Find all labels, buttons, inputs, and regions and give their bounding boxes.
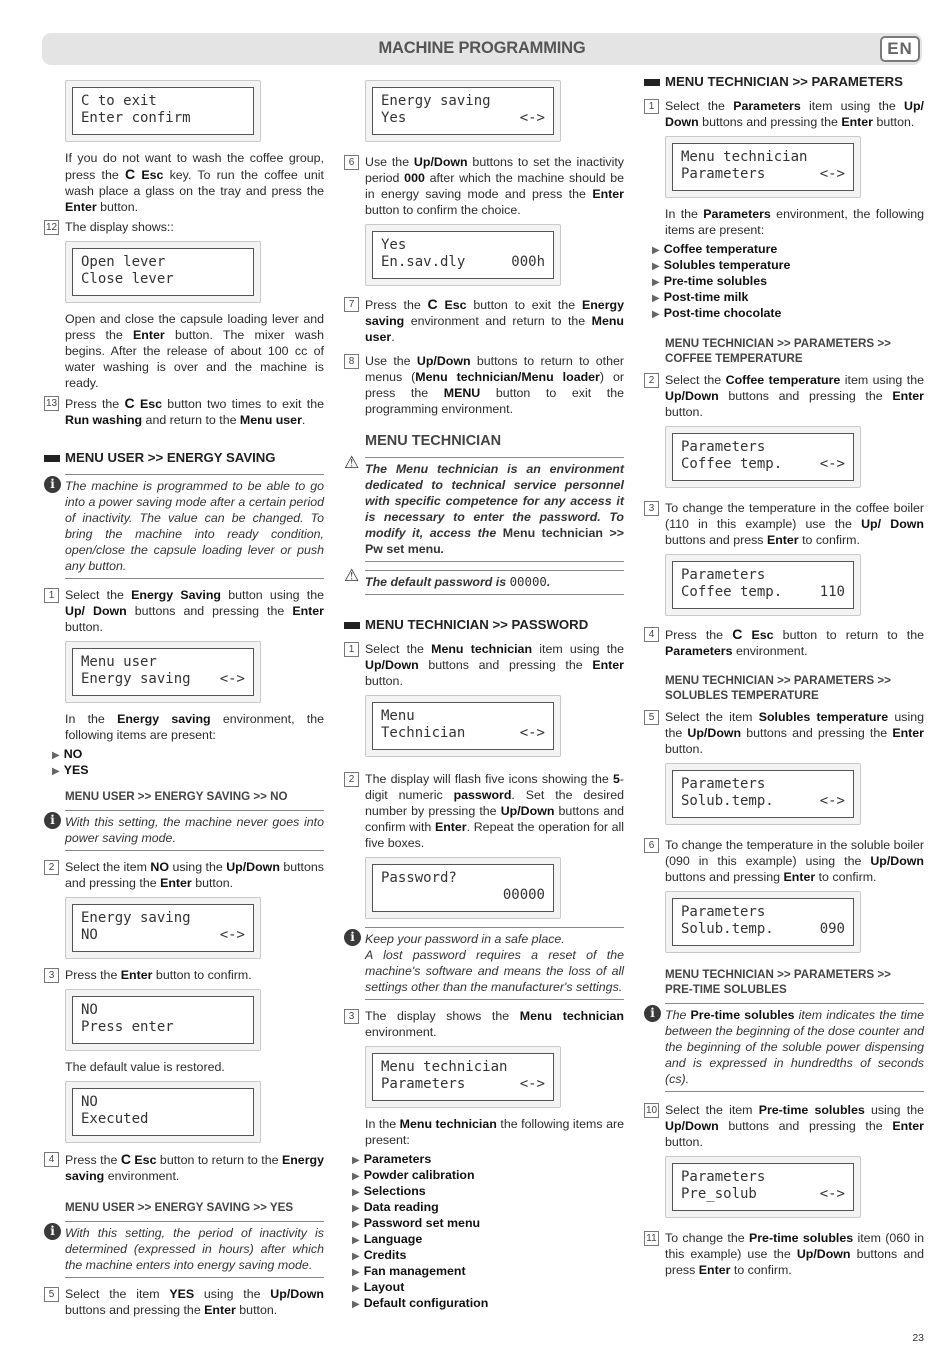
lcd-display: Parameters Solub.temp. <-> bbox=[665, 763, 861, 825]
item-list: ▶ NO ▶ YES bbox=[52, 747, 324, 779]
lcd-display: Menu Technician <-> bbox=[365, 695, 561, 757]
lcd-display: Menu technician Parameters <-> bbox=[665, 136, 861, 198]
info-note: i The Pre-time solubles item indicates the time between the beginning of the dose counter and the beginning of the soluble power dispensing and is expressed in hundredths of seconds (cs). bbox=[644, 1003, 924, 1092]
step-11: 11 To change the Pre-time solubles item (060 in this example) use the Up/Down buttons and press Enter to confirm. bbox=[644, 1230, 924, 1278]
subsection-heading: MENU TECHNICIAN >> PARAMETERS >> COFFEE TEMPERATURE bbox=[665, 337, 891, 365]
step-6: 6 Use the Up/Down buttons to set the inactivity period 000 after which the machine should be in energy saving mode and press the Enter button to confirm the choice. bbox=[344, 154, 624, 218]
page-title: MACHINE PROGRAMMING bbox=[378, 39, 586, 57]
step-1: 1 Select the Menu technician item using the Up/Down buttons and pressing the Enter button. bbox=[344, 641, 624, 689]
step-13: 13 Press the C Esc button two times to exit the Run washing and return to the Menu user. bbox=[45, 395, 324, 427]
subsection-heading: MENU USER >> ENERGY SAVING >> NO bbox=[65, 790, 288, 803]
column-1 bbox=[44, 74, 324, 1322]
paragraph: If you do not want to wash the coffee group, press the C Esc key. To run the coffee unit wash place a glass on the tray and press the Enter button. bbox=[65, 151, 324, 214]
step-10: 10 Select the item Pre-time solubles using the Up/Down buttons and pressing the Enter button. bbox=[645, 1103, 925, 1149]
column-3 bbox=[644, 74, 924, 1282]
section-heading: MENU TECHNICIAN >> PARAMETERS bbox=[644, 74, 924, 90]
info-note: i With this setting, the period of inactivity is determined (expressed in hours) after which the machine enters into energy saving mode. bbox=[44, 1221, 324, 1278]
subsection-heading: MENU TECHNICIAN >> PARAMETERS >> PRE-TIME SOLUBLES bbox=[665, 968, 891, 996]
step-1: 1 Select the Energy Saving button using the Up/ Down buttons and pressing the Enter button. bbox=[44, 587, 324, 635]
lcd-display: Parameters Coffee temp. 110 bbox=[665, 554, 861, 616]
step-4: 4 Press the C Esc button to return to the Parameters environment. bbox=[644, 626, 924, 659]
step-5: 5 Select the item Solubles temperature using the Up/Down buttons and pressing the Enter button. bbox=[644, 709, 924, 757]
column-2 bbox=[344, 74, 624, 1320]
page-number: 23 bbox=[912, 1332, 924, 1344]
lcd-display: Parameters Solub.temp. 090 bbox=[665, 891, 861, 953]
step-4: 4 Press the C Esc button to return to the Energy saving environment. bbox=[44, 1151, 324, 1184]
lcd-display: C to exit Enter confirm bbox=[65, 80, 261, 142]
warning-icon: ⚠ bbox=[344, 453, 360, 472]
step-2: 2 The display will flash five icons showing the 5-digit numeric password. Set the desired number by pressing the Up/Down buttons and confirm with Enter. Repeat the operation for all five boxes. bbox=[344, 771, 624, 851]
step-5: 5 Select the item YES using the Up/Down buttons and pressing the Enter button. bbox=[44, 1286, 324, 1318]
paragraph: In the Energy saving environment, the following items are present: bbox=[65, 712, 324, 742]
step-3: 3 To change the temperature in the coffee boiler (110 in this example) use the Up/ Down buttons and press Enter to confirm. bbox=[644, 500, 924, 548]
lcd-display: Password? 00000 bbox=[365, 857, 561, 919]
lcd-display: NO Press enter bbox=[65, 989, 261, 1051]
step-3: 3 Press the Enter button to confirm. bbox=[44, 967, 324, 983]
lcd-display: NO Executed bbox=[65, 1081, 261, 1143]
lcd-display: Parameters Coffee temp. <-> bbox=[665, 426, 861, 488]
step-12: 12 The display shows:: bbox=[45, 220, 174, 234]
step-2: 2 Select the item NO using the Up/Down buttons and pressing the Enter button. bbox=[44, 859, 324, 891]
step-8: 8 Use the Up/Down buttons to return to other menus (Menu technician/Menu loader) or press the MENU button to exit the programming environment. bbox=[344, 353, 624, 417]
info-note: i With this setting, the machine never goes into power saving mode. bbox=[44, 810, 324, 851]
info-icon: i bbox=[344, 929, 361, 946]
warning-icon: ⚠ bbox=[344, 566, 360, 585]
warning-note: ⚠ The default password is 00000. bbox=[344, 570, 624, 595]
lcd-display: Menu user Energy saving <-> bbox=[65, 641, 261, 703]
section-heading: MENU TECHNICIAN >> PASSWORD bbox=[344, 617, 624, 633]
lcd-display: Menu technician Parameters <-> bbox=[365, 1046, 561, 1108]
paragraph: Open and close the capsule loading lever and press the Enter button. The mixer wash begins. After the release of about 100 cc of water washing is over and the machine is ready. bbox=[65, 312, 324, 390]
paragraph: In the Parameters environment, the following items are present: bbox=[665, 207, 924, 237]
step-1: 1 Select the Parameters item using the Up/ Down buttons and pressing the Enter button. bbox=[644, 98, 924, 130]
info-icon: i bbox=[644, 1005, 661, 1022]
lcd-display: Open lever Close lever bbox=[65, 241, 261, 303]
info-note: i The machine is programmed to be able to go into a power saving mode after a certain period of inactivity. The value can be changed. To bring the machine into ready condition, open/close the capsule loading lever or push any button. bbox=[44, 474, 324, 579]
item-list: ▶ Coffee temperature ▶ Solubles temperature ▶ Pre-time solubles ▶ Post-time milk ▶ Post-time chocolate bbox=[652, 242, 924, 322]
lcd-display: Energy saving Yes <-> bbox=[365, 80, 561, 142]
step-7: 7 Press the C Esc button to exit the Energy saving environment and return to the Menu user. bbox=[344, 296, 624, 345]
warning-note: ⚠ The Menu technician is an environment dedicated to technical service personnel with specific competence for any access it is necessary to enter the password. To modify it, access the Menu technician >> Pw set menu. bbox=[344, 457, 624, 562]
paragraph: In the Menu technician the following items are present: bbox=[365, 1117, 624, 1147]
info-icon: i bbox=[44, 812, 61, 829]
info-note: i Keep your password in a safe place. A lost password requires a reset of the machine's software and means the loss of all settings other than the manufacturer's settings. bbox=[344, 927, 624, 1000]
lcd-display: Parameters Pre_solub <-> bbox=[665, 1156, 861, 1218]
step-2: 2 Select the Coffee temperature item using the Up/Down buttons and pressing the Enter button. bbox=[644, 372, 924, 420]
step-6: 6 To change the temperature in the soluble boiler (090 in this example) using the Up/Down buttons and pressing Enter to confirm. bbox=[644, 837, 924, 885]
lcd-display: Yes En.sav.dly 000h bbox=[365, 224, 561, 286]
info-icon: i bbox=[44, 1223, 61, 1240]
subsection-heading: MENU USER >> ENERGY SAVING >> YES bbox=[65, 1201, 294, 1214]
subsection-heading: MENU TECHNICIAN >> PARAMETERS >> SOLUBLES TEMPERATURE bbox=[665, 674, 891, 702]
step-3: 3 The display shows the Menu technician environment. bbox=[344, 1008, 624, 1040]
language-badge: EN bbox=[880, 36, 920, 62]
info-icon: i bbox=[44, 476, 61, 493]
paragraph: The default value is restored. bbox=[65, 1060, 225, 1074]
lcd-display: Energy saving NO <-> bbox=[65, 897, 261, 959]
page-header bbox=[42, 33, 922, 65]
section-title: MENU TECHNICIAN bbox=[365, 433, 502, 449]
item-list: ▶ Parameters ▶ Powder calibration ▶ Selections ▶ Data reading ▶ Password set menu ▶ Language ▶ Credits ▶ Fan management ▶ Layout ▶ Default configuration bbox=[352, 1152, 624, 1312]
section-heading: MENU USER >> ENERGY SAVING bbox=[44, 450, 324, 466]
